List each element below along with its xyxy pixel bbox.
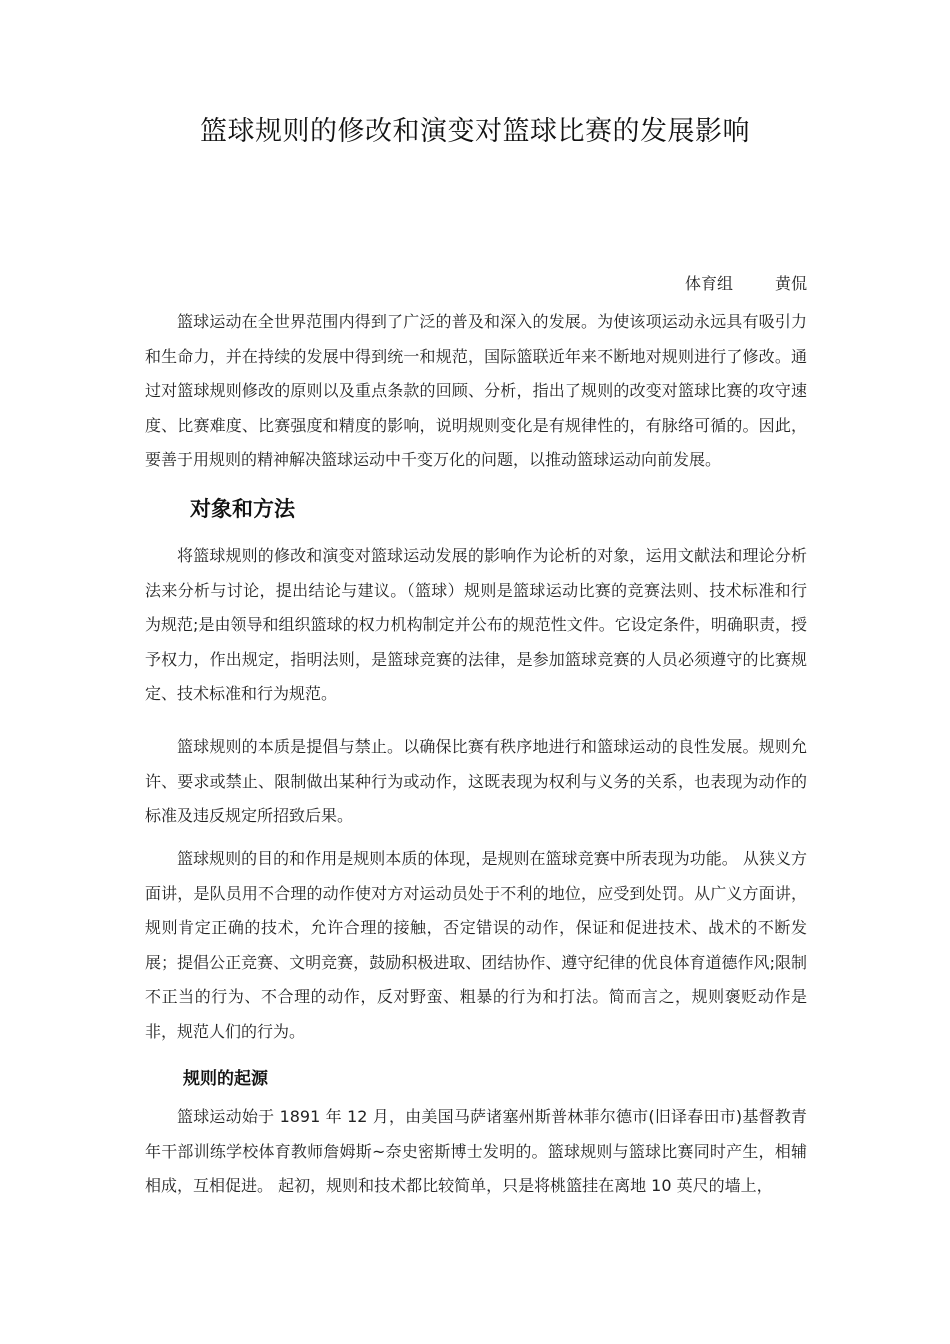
author-line (685, 270, 807, 298)
methods-paragraph-3: 篮球规则的目的和作用是规则本质的体现，是规则在篮球竞赛中所表现为功能。 从狭义方面讲，是队员用不合理的动作使对方对运动员处于不利的地位，应受到处罚。从广义方面讲，规则肯定正确的技术，允许合理的接触，否定错误的动作，保证和促进技术、战术的不断发展；提倡公正竞赛、文明竞赛，鼓励积极进取、团结协作、遵守纪律的优良体育道德作风;限制不正当的行为、不合理的动作，反对野蛮、粗暴的行为和打法。简而言之，规则褒贬动作是非，规范人们的行为。 (145, 849, 807, 1041)
section-heading-methods: 对象和方法 (190, 497, 295, 521)
author-group: 体育组 (684, 274, 733, 293)
document-title: 篮球规则的修改和演变对篮球比赛的发展影响 (200, 116, 750, 147)
origin-paragraph-1: 篮球运动始于 1891 年 12 月，由美国马萨诸塞州斯普林菲尔德市(旧译春田市)基督教青年干部训练学校体育教师詹姆斯~奈史密斯博士发明的。篮球规则与篮球比赛同时产生，相辅相成，互相促进。 起初，规则和技术都比较简单，只是将桃篮挂在离地 10 英尺的墙上， (145, 1107, 807, 1195)
section-heading-origin: 规则的起源 (183, 1069, 268, 1089)
author-name: 黄侃 (774, 274, 807, 293)
methods-paragraph-1: 将篮球规则的修改和演变对篮球运动发展的影响作为论析的对象，运用文献法和理论分析法来分析与讨论，提出结论与建议。（篮球）规则是篮球运动比赛的竞赛法则、技术标准和行为规范;是由领导和组织篮球的权力机构制定并公布的规范性文件。它设定条件，明确职责，授予权力，作出规定，指明法则，是篮球竞赛的法律，是参加篮球竞赛的人员必须遵守的比赛规定、技术标准和行为规范。 (145, 546, 807, 703)
abstract-paragraph: 篮球运动在全世界范围内得到了广泛的普及和深入的发展。为使该项运动永远具有吸引力和生命力，并在持续的发展中得到统一和规范，国际篮联近年来不断地对规则进行了修改。通过对篮球规则修改的原则以及重点条款的回顾、分析，指出了规则的改变对篮球比赛的攻守速度、比赛难度、比赛强度和精度的影响，说明规则变化是有规律性的，有脉络可循的。因此，要善于用规则的精神解决篮球运动中千变万化的问题，以推动篮球运动向前发展。 (145, 312, 807, 469)
methods-paragraph-2: 篮球规则的本质是提倡与禁止。以确保比赛有秩序地进行和篮球运动的良性发展。规则允许、要求或禁止、限制做出某种行为或动作，这既表现为权利与义务的关系，也表现为动作的标准及违反规定所招致后果。 (145, 737, 807, 825)
